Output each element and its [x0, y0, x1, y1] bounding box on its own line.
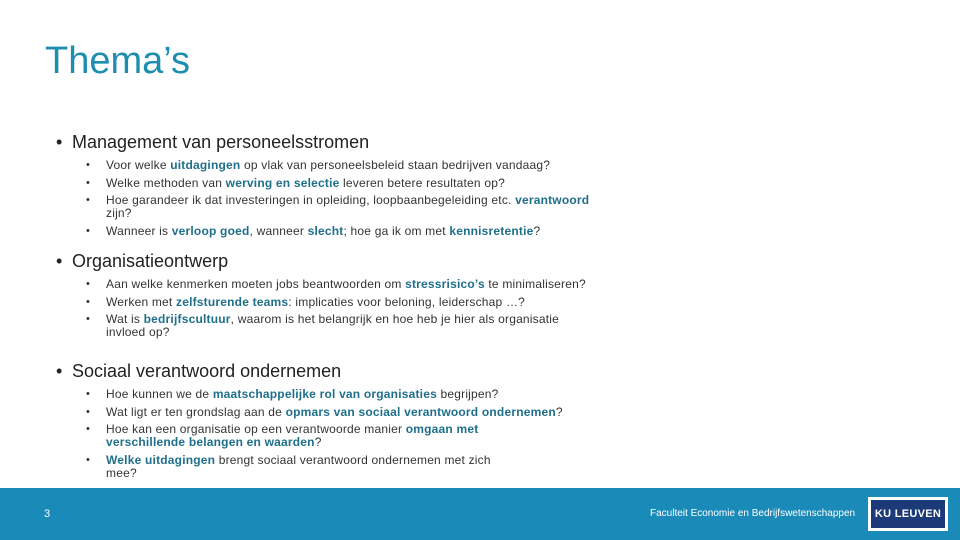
- item-text: Hoe kan een organisatie op een verantwoorde manier: [106, 422, 406, 436]
- item-text: ?: [314, 435, 322, 449]
- item-text: Welke methoden van: [106, 175, 226, 190]
- item-text: , waarom is het belangrijk en hoe heb je hier als organisatie invloed op?: [106, 312, 560, 339]
- section-sociaal: [56, 361, 563, 484]
- highlight-text: kennisretentie: [449, 223, 534, 238]
- highlight-text: opmars van sociaal verantwoord ondernemen: [285, 404, 556, 419]
- list-item: [106, 423, 506, 449]
- item-text: ?: [555, 404, 563, 419]
- footer-bar: [0, 488, 960, 540]
- list-item: [106, 194, 606, 220]
- item-text: ?: [533, 223, 541, 238]
- section-heading: • Management van personeelsstromen: [56, 132, 606, 153]
- page-number: 3: [44, 508, 51, 520]
- faculty-name: Faculteit Economie en Bedrijfswetenschappen: [650, 508, 856, 519]
- item-text: begrijpen?: [436, 387, 499, 401]
- item-text: ; hoe ga ik om met: [343, 223, 450, 238]
- list-item: [106, 278, 586, 291]
- list-item: [106, 159, 606, 172]
- item-text: Voor welke: [106, 158, 171, 172]
- highlight-text: verloop goed: [171, 223, 250, 238]
- highlight-text: zelfsturende teams: [176, 294, 289, 309]
- item-text: : implicaties voor beloning, leiderschap …?: [288, 294, 526, 309]
- list-item: [106, 313, 586, 339]
- item-text: leveren betere resultaten op?: [339, 175, 505, 190]
- list-item: [106, 296, 586, 309]
- item-text: , wanneer: [249, 223, 308, 238]
- item-text: Hoe kunnen we de: [106, 387, 213, 401]
- item-text: Aan welke kenmerken moeten jobs beantwoorden om: [106, 277, 406, 291]
- section-management: [56, 132, 606, 242]
- sub-list: [106, 278, 586, 339]
- list-item: [106, 454, 496, 480]
- highlight-text: Welke uitdagingen: [106, 452, 216, 467]
- section-organisatie: [56, 251, 586, 344]
- section-heading: • Organisatieontwerp: [56, 251, 586, 272]
- item-text: Wat ligt er ten grondslag aan de: [106, 404, 286, 419]
- item-text: brengt sociaal verantwoord ondernemen met zich mee?: [106, 452, 491, 480]
- item-text: Werken met: [106, 294, 176, 309]
- sub-list: [106, 159, 606, 238]
- list-item: [106, 406, 563, 419]
- item-text: te minimaliseren?: [484, 277, 586, 291]
- highlight-text: stressrisico’s: [405, 277, 485, 291]
- highlight-text: werving en selectie: [225, 175, 340, 190]
- highlight-text: verantwoord: [515, 193, 590, 207]
- logo-text: KU LEUVEN: [871, 500, 945, 528]
- highlight-text: omgaan met verschillende belangen en waarden: [106, 422, 479, 449]
- highlight-text: maatschappelijke rol van organisaties: [212, 387, 437, 401]
- highlight-text: slecht: [307, 223, 344, 238]
- item-text: Wanneer is: [106, 223, 172, 238]
- highlight-text: bedrijfscultuur: [143, 312, 231, 326]
- list-item: [106, 388, 563, 401]
- page-title: Thema’s: [45, 40, 191, 82]
- list-item: [106, 177, 606, 190]
- section-heading: • Sociaal verantwoord ondernemen: [56, 361, 563, 382]
- list-item: [106, 225, 606, 238]
- item-text: op vlak van personeelsbeleid staan bedrijven vandaag?: [240, 158, 551, 172]
- sub-list: [106, 388, 563, 480]
- ku-leuven-logo: [868, 497, 948, 531]
- item-text: Hoe garandeer ik dat investeringen in opleiding, loopbaanbegeleiding etc.: [106, 193, 516, 207]
- item-text: zijn?: [106, 206, 132, 220]
- highlight-text: uitdagingen: [170, 158, 241, 172]
- item-text: Wat is: [106, 312, 144, 326]
